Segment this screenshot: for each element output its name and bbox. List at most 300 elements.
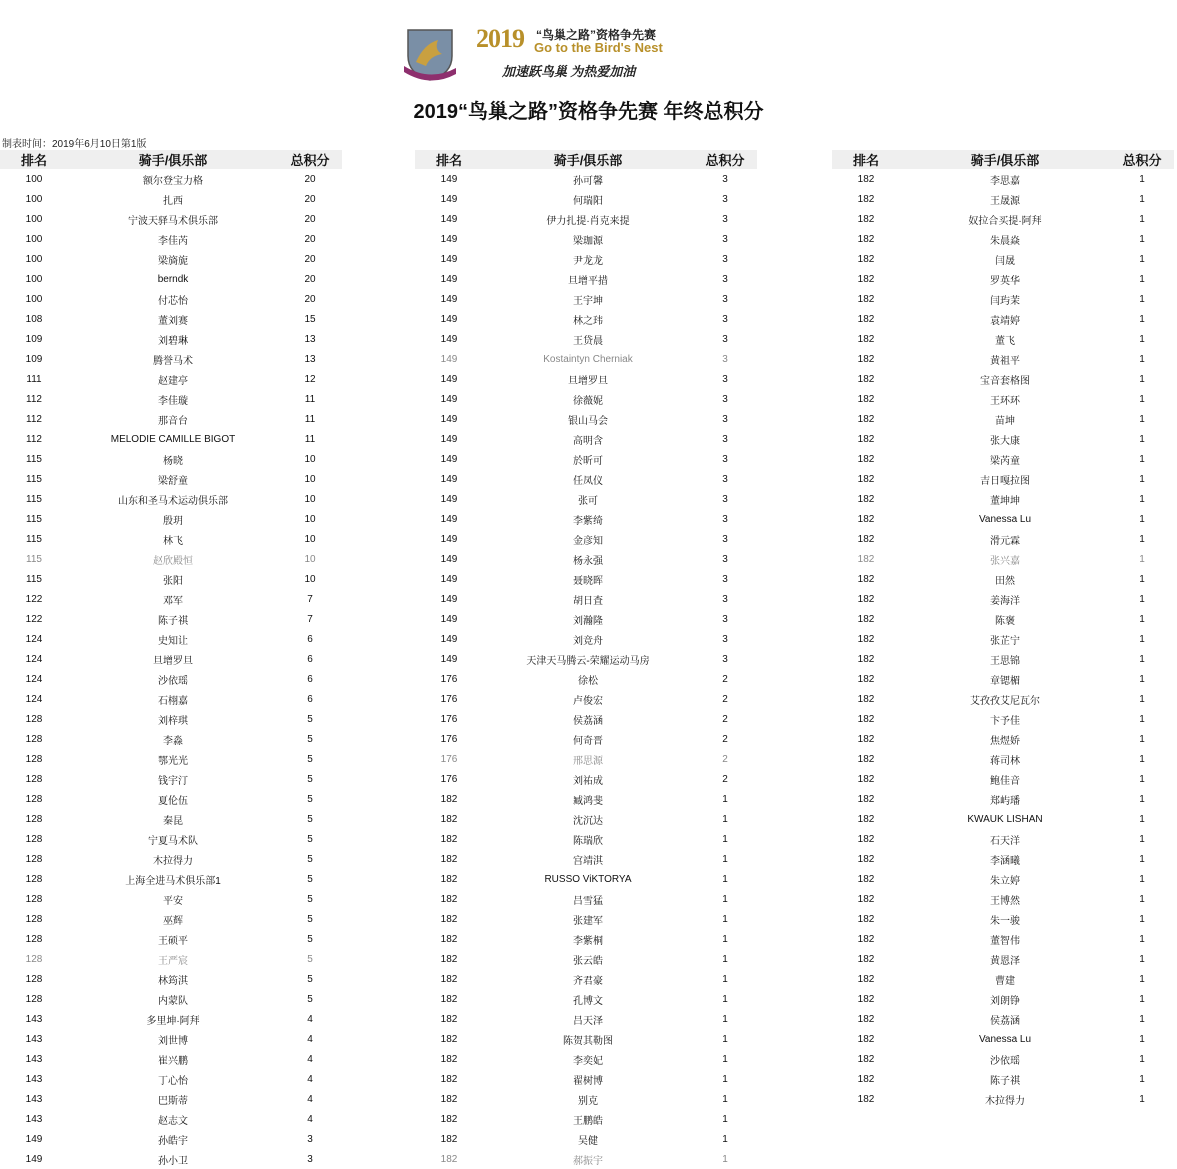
- rank-cell: 124: [25, 653, 43, 665]
- rank-cell: 149: [440, 293, 458, 305]
- rank-cell: 149: [440, 633, 458, 645]
- rank-cell: 182: [857, 393, 875, 405]
- points-cell: 5: [307, 833, 313, 845]
- logo-slogan: 加速跃鸟巢 为热爱加油: [502, 64, 636, 79]
- table-row: [832, 669, 1174, 689]
- rank-cell: 182: [857, 533, 875, 545]
- points-cell: 1: [1139, 333, 1145, 345]
- points-cell: 2: [722, 753, 728, 765]
- rider-cell: 史知让: [158, 635, 188, 647]
- table-row: [832, 829, 1174, 849]
- logo-en-title: Go to the Bird's Nest: [534, 40, 663, 55]
- rider-cell: 张芷宁: [990, 635, 1020, 647]
- points-cell: 1: [722, 973, 728, 985]
- rider-cell: 山东和圣马术运动俱乐部: [118, 495, 228, 507]
- points-cell: 3: [722, 613, 728, 625]
- rider-cell: 张可: [578, 495, 598, 507]
- points-cell: 1: [1139, 853, 1145, 865]
- points-cell: 12: [304, 373, 316, 385]
- rider-cell: 李紫绮: [573, 515, 603, 527]
- rider-cell: 陈子祺: [990, 1075, 1020, 1087]
- rank-cell: 122: [25, 613, 43, 625]
- rank-cell: 115: [26, 473, 42, 485]
- rank-cell: 124: [25, 673, 43, 685]
- rank-cell: 182: [857, 313, 875, 325]
- points-cell: 1: [1139, 893, 1145, 905]
- rank-cell: 128: [25, 933, 43, 945]
- rider-cell: 张阳: [163, 575, 183, 587]
- table-row: [832, 269, 1174, 289]
- table-row: [832, 649, 1174, 669]
- table-row: [832, 1009, 1174, 1029]
- table-row: [832, 769, 1174, 789]
- rank-cell: 112: [26, 433, 42, 445]
- made-time: 制表时间：2019年6月10日第1版: [2, 139, 147, 150]
- table-row: [0, 929, 342, 949]
- rider-cell: berndk: [157, 273, 189, 285]
- rank-cell: 128: [25, 793, 43, 805]
- rank-cell: 128: [25, 853, 43, 865]
- points-cell: 3: [722, 313, 728, 325]
- points-cell: 1: [1139, 293, 1145, 305]
- table-row: [0, 749, 342, 769]
- table-row: [0, 689, 342, 709]
- rank-cell: 182: [857, 373, 875, 385]
- table-row: [832, 429, 1174, 449]
- rank-cell: 128: [25, 713, 43, 725]
- rank-cell: 182: [440, 893, 458, 905]
- points-cell: 1: [1139, 673, 1145, 685]
- rider-cell: Vanessa Lu: [978, 1033, 1032, 1045]
- rank-cell: 149: [440, 333, 458, 345]
- points-cell: 10: [304, 513, 316, 525]
- points-cell: 5: [307, 793, 313, 805]
- rank-cell: 128: [25, 913, 43, 925]
- table-row: [415, 689, 757, 709]
- points-cell: 1: [1139, 1093, 1145, 1105]
- rank-cell: 176: [440, 713, 458, 725]
- points-cell: 1: [1139, 213, 1145, 225]
- points-cell: 5: [307, 913, 313, 925]
- rank-cell: 182: [857, 1013, 875, 1025]
- rider-cell: 章锶楣: [990, 675, 1020, 687]
- rider-cell: 卢俊宏: [573, 695, 603, 707]
- rank-cell: 182: [857, 1073, 875, 1085]
- table-row: [0, 609, 342, 629]
- table-row: [832, 329, 1174, 349]
- table-row: [832, 1029, 1174, 1049]
- points-cell: 1: [1139, 173, 1145, 185]
- table-row: [832, 749, 1174, 769]
- points-cell: 7: [307, 613, 313, 625]
- table-row: [0, 849, 342, 869]
- table-row: [415, 829, 757, 849]
- rank-cell: 176: [440, 753, 458, 765]
- table-row: [832, 869, 1174, 889]
- points-cell: 1: [1139, 1013, 1145, 1025]
- rider-cell: 多里坤·阿拜: [146, 1015, 200, 1027]
- rank-cell: 182: [857, 593, 875, 605]
- table-row: [832, 689, 1174, 709]
- rider-cell: 吴健: [578, 1135, 598, 1147]
- rank-cell: 182: [857, 1033, 875, 1045]
- rider-cell: 付芯怡: [158, 295, 188, 307]
- rank-cell: 176: [440, 733, 458, 745]
- logo-cn-title: “鸟巢之路”资格争先赛: [536, 28, 657, 42]
- rider-cell: 银山马会: [568, 415, 608, 427]
- points-cell: 1: [722, 953, 728, 965]
- rank-cell: 149: [440, 393, 458, 405]
- rank-cell: 182: [440, 933, 458, 945]
- rank-cell: 128: [25, 733, 43, 745]
- rider-cell: 扎西: [163, 195, 183, 207]
- table-row: [0, 709, 342, 729]
- rider-cell: 董坤坤: [990, 495, 1020, 507]
- rank-cell: 128: [25, 833, 43, 845]
- table-row: [832, 709, 1174, 729]
- rank-cell: 182: [857, 453, 875, 465]
- table-row: [832, 169, 1174, 189]
- points-cell: 4: [307, 1113, 313, 1125]
- table-row: [832, 549, 1174, 569]
- table-row: [0, 1009, 342, 1029]
- points-cell: 1: [1139, 1033, 1145, 1045]
- table-row: [415, 889, 757, 909]
- points-cell: 5: [307, 933, 313, 945]
- rider-cell: 宁夏马术队: [148, 835, 198, 847]
- rider-cell: Vanessa Lu: [978, 513, 1032, 525]
- rider-cell: RUSSO ViKTORYA: [544, 873, 632, 885]
- points-cell: 15: [304, 313, 316, 325]
- rank-cell: 149: [440, 273, 458, 285]
- points-cell: 5: [307, 993, 313, 1005]
- points-cell: 1: [1139, 633, 1145, 645]
- table-row: [415, 649, 757, 669]
- rider-cell: 陈子祺: [158, 615, 188, 627]
- table-row: [415, 409, 757, 429]
- rider-cell: 李奕妃: [573, 1055, 603, 1067]
- rank-cell: 182: [857, 993, 875, 1005]
- rank-cell: 100: [25, 193, 43, 205]
- points-cell: 11: [304, 393, 316, 405]
- table-row: [415, 769, 757, 789]
- points-cell: 3: [722, 413, 728, 425]
- rider-cell: 袁靖婷: [990, 315, 1020, 327]
- points-cell: 3: [722, 193, 728, 205]
- table-row: [0, 249, 342, 269]
- table-row: [415, 349, 757, 369]
- points-cell: 11: [304, 433, 316, 445]
- points-cell: 3: [722, 573, 728, 585]
- points-cell: 1: [722, 1073, 728, 1085]
- table-row: [415, 489, 757, 509]
- rider-cell: 张兴嘉: [990, 555, 1020, 567]
- table-row: [832, 589, 1174, 609]
- rank-cell: 182: [440, 873, 458, 885]
- points-cell: 2: [722, 733, 728, 745]
- table-row: [415, 869, 757, 889]
- rider-cell: 梁芮童: [990, 455, 1020, 467]
- table-row: [415, 549, 757, 569]
- rider-cell: 朱一骏: [990, 915, 1020, 927]
- table-row: [0, 1049, 342, 1069]
- rider-cell: 卞予佳: [990, 715, 1020, 727]
- points-cell: 3: [722, 393, 728, 405]
- table-row: [0, 209, 342, 229]
- table-row: [415, 1069, 757, 1089]
- rank-cell: 182: [440, 813, 458, 825]
- rider-cell: 滑元霖: [990, 535, 1020, 547]
- points-cell: 1: [1139, 953, 1145, 965]
- rider-cell: 伊力扎提·肖克来提: [546, 215, 630, 227]
- table-row: [415, 369, 757, 389]
- rank-cell: 149: [440, 353, 458, 365]
- rank-cell: 182: [440, 793, 458, 805]
- rank-cell: 149: [440, 313, 458, 325]
- points-cell: 4: [307, 1093, 313, 1105]
- rider-cell: 曹建: [995, 975, 1015, 987]
- table-row: [832, 349, 1174, 369]
- points-cell: 3: [722, 333, 728, 345]
- points-cell: 3: [722, 373, 728, 385]
- table-row: [0, 1029, 342, 1049]
- points-cell: 4: [307, 1073, 313, 1085]
- rank-cell: 182: [857, 1053, 875, 1065]
- rank-cell: 182: [857, 973, 875, 985]
- points-cell: 1: [1139, 613, 1145, 625]
- rank-cell: 149: [440, 433, 458, 445]
- points-cell: 1: [722, 833, 728, 845]
- points-cell: 5: [307, 953, 313, 965]
- rank-cell: 182: [440, 833, 458, 845]
- table-row: [0, 989, 342, 1009]
- rider-cell: 王环环: [990, 395, 1020, 407]
- points-cell: 1: [1139, 533, 1145, 545]
- rider-cell: 吉日嘎拉图: [980, 475, 1030, 487]
- rider-cell: 李涵曦: [990, 855, 1020, 867]
- rider-cell: 苗坤: [995, 415, 1015, 427]
- rank-cell: 115: [26, 453, 42, 465]
- table-row: [832, 729, 1174, 749]
- table-row: [832, 1089, 1174, 1109]
- logo-year: 2019: [476, 24, 524, 53]
- rider-cell: 平安: [163, 895, 183, 907]
- standings-table-3: [832, 150, 1174, 1109]
- points-cell: 5: [307, 713, 313, 725]
- rider-cell: 金彦知: [573, 535, 603, 547]
- rider-cell: 腾誉马术: [153, 355, 193, 367]
- rank-cell: 109: [25, 353, 43, 365]
- table-row: [415, 1089, 757, 1109]
- points-cell: 20: [304, 273, 316, 285]
- rider-cell: 刘碧琳: [158, 335, 188, 347]
- points-cell: 5: [307, 853, 313, 865]
- rider-cell: 董智伟: [990, 935, 1020, 947]
- table-row: [415, 509, 757, 529]
- rank-cell: 128: [25, 973, 43, 985]
- rider-cell: 郝振宇: [573, 1155, 603, 1167]
- rider-cell: 尹龙龙: [573, 255, 603, 267]
- rank-cell: 100: [25, 253, 43, 265]
- rider-cell: 侯荔涵: [990, 1015, 1020, 1027]
- rank-cell: 128: [25, 873, 43, 885]
- table-row: [832, 1049, 1174, 1069]
- points-cell: 1: [1139, 473, 1145, 485]
- rider-cell: 李淼: [163, 735, 183, 747]
- rider-cell: 鲍佳音: [990, 775, 1020, 787]
- rider-cell: 陈褒: [995, 615, 1015, 627]
- rider-cell: 旦增罗旦: [568, 375, 608, 387]
- table-row: [0, 449, 342, 469]
- points-cell: 1: [722, 1113, 728, 1125]
- rider-cell: 张大康: [990, 435, 1020, 447]
- table-row: [415, 809, 757, 829]
- table-row: [0, 529, 342, 549]
- table-row: [0, 969, 342, 989]
- rank-cell: 115: [26, 573, 42, 585]
- rank-cell: 149: [25, 1153, 43, 1165]
- points-cell: 6: [307, 693, 313, 705]
- table-row: [0, 229, 342, 249]
- table-row: [0, 1149, 342, 1169]
- rider-cell: 何奇晋: [573, 735, 603, 747]
- rider-cell: 沈沉达: [573, 815, 603, 827]
- rider-cell: 胡日査: [573, 595, 603, 607]
- rider-cell: 郑屿璠: [990, 795, 1020, 807]
- rank-cell: 149: [440, 453, 458, 465]
- table-row: [0, 909, 342, 929]
- rider-cell: 宫靖淇: [573, 855, 603, 867]
- rank-cell: 182: [440, 913, 458, 925]
- rider-cell: 董刘赛: [158, 315, 188, 327]
- points-cell: 1: [1139, 233, 1145, 245]
- rank-cell: 143: [25, 1033, 43, 1045]
- rank-cell: 128: [25, 993, 43, 1005]
- table-row: [415, 1109, 757, 1129]
- rank-cell: 182: [857, 713, 875, 725]
- table-row: [415, 469, 757, 489]
- rider-cell: 李思嘉: [990, 175, 1020, 187]
- points-cell: 1: [1139, 433, 1145, 445]
- points-cell: 1: [1139, 913, 1145, 925]
- points-cell: 6: [307, 673, 313, 685]
- table-row: [832, 369, 1174, 389]
- points-cell: 1: [1139, 873, 1145, 885]
- rider-cell: 董飞: [995, 335, 1015, 347]
- table-row: [415, 449, 757, 469]
- points-cell: 2: [722, 773, 728, 785]
- table-row: [832, 989, 1174, 1009]
- rider-cell: 罗英华: [990, 275, 1020, 287]
- table-row: [415, 269, 757, 289]
- rank-cell: 115: [26, 493, 42, 505]
- table-row: [832, 789, 1174, 809]
- points-cell: 1: [722, 1053, 728, 1065]
- points-cell: 5: [307, 893, 313, 905]
- table-row: [832, 389, 1174, 409]
- table-row: [832, 409, 1174, 429]
- table-row: [832, 509, 1174, 529]
- points-cell: 3: [307, 1133, 313, 1145]
- rank-cell: 182: [440, 1073, 458, 1085]
- rank-cell: 143: [25, 1113, 43, 1125]
- table-row: [0, 629, 342, 649]
- table-row: [832, 249, 1174, 269]
- rider-cell: 巴斯蒂: [158, 1095, 188, 1107]
- points-cell: 1: [722, 993, 728, 1005]
- rank-cell: 182: [857, 653, 875, 665]
- points-cell: 3: [722, 653, 728, 665]
- table-row: [415, 389, 757, 409]
- rider-cell: 徐薇妮: [573, 395, 603, 407]
- table-header: [832, 150, 1174, 169]
- table-row: [832, 969, 1174, 989]
- rank-cell: 100: [25, 173, 43, 185]
- table-row: [415, 709, 757, 729]
- header-points: 总积分: [1122, 153, 1162, 168]
- rank-cell: 182: [857, 673, 875, 685]
- rider-cell: 梁旖旎: [158, 255, 188, 267]
- points-cell: 7: [307, 593, 313, 605]
- rank-cell: 182: [440, 1053, 458, 1065]
- rank-cell: 122: [25, 593, 43, 605]
- rank-cell: 182: [857, 413, 875, 425]
- rank-cell: 149: [440, 533, 458, 545]
- rank-cell: 182: [857, 913, 875, 925]
- points-cell: 1: [722, 893, 728, 905]
- rank-cell: 115: [26, 513, 42, 525]
- rank-cell: 182: [857, 833, 875, 845]
- rider-cell: 王博然: [990, 895, 1020, 907]
- rank-cell: 149: [440, 473, 458, 485]
- points-cell: 1: [1139, 193, 1145, 205]
- rank-cell: 182: [857, 733, 875, 745]
- points-cell: 1: [1139, 973, 1145, 985]
- rider-cell: 杨晓: [163, 455, 183, 467]
- rider-cell: 孙皓宇: [158, 1135, 188, 1147]
- table-row: [0, 669, 342, 689]
- points-cell: 5: [307, 813, 313, 825]
- points-cell: 10: [304, 573, 316, 585]
- rank-cell: 182: [857, 293, 875, 305]
- rank-cell: 149: [440, 173, 458, 185]
- table-row: [832, 889, 1174, 909]
- rank-cell: 128: [25, 813, 43, 825]
- rank-cell: 108: [25, 313, 43, 325]
- rank-cell: 182: [440, 973, 458, 985]
- rider-cell: 林之玮: [573, 315, 603, 327]
- points-cell: 3: [722, 353, 728, 365]
- table-row: [415, 629, 757, 649]
- table-row: [0, 549, 342, 569]
- table-row: [415, 789, 757, 809]
- table-row: [415, 329, 757, 349]
- header-rider: 骑手/俱乐部: [553, 153, 623, 168]
- table-row: [0, 189, 342, 209]
- rider-cell: 黄祖平: [990, 355, 1020, 367]
- rank-cell: 149: [440, 213, 458, 225]
- table-row: [832, 809, 1174, 829]
- table-row: [0, 289, 342, 309]
- rank-cell: 149: [25, 1133, 43, 1145]
- points-cell: 10: [304, 553, 316, 565]
- header-rider: 骑手/俱乐部: [138, 153, 208, 168]
- points-cell: 1: [722, 1033, 728, 1045]
- rider-cell: 艾孜孜艾尼瓦尔: [970, 695, 1040, 707]
- header-points: 总积分: [705, 153, 745, 168]
- rank-cell: 143: [25, 1093, 43, 1105]
- points-cell: 3: [722, 273, 728, 285]
